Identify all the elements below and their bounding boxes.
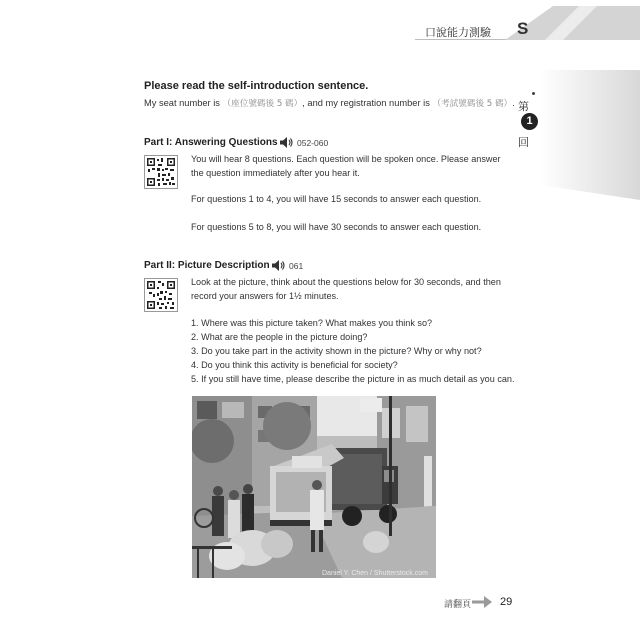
- arrow-right-icon: [472, 596, 492, 608]
- part2-title: Part II: Picture Description: [144, 260, 270, 271]
- intro-end: .: [512, 98, 515, 108]
- photo-credit: Daniel Y. Chen / Shutterstock.com: [322, 570, 428, 577]
- part1-title: Part I: Answering Questions: [144, 137, 278, 148]
- header-rule: [415, 39, 515, 40]
- registration-hint: （考試號碼後 5 碼）: [432, 99, 513, 109]
- side-tab-dot: [532, 92, 535, 95]
- intro-sentence: [144, 97, 515, 109]
- round-char-bottom: 回: [518, 136, 529, 149]
- question-4: 4. Do you think this activity is beneficial for society?: [191, 360, 398, 370]
- page-number: 29: [500, 596, 513, 608]
- section-letter: S: [517, 19, 529, 38]
- registration-text: , and my registration number is: [302, 98, 430, 108]
- turn-page-label: 請翻頁: [444, 600, 472, 610]
- street-scene-image: [192, 396, 436, 578]
- part2-audio-track: 061: [289, 261, 304, 271]
- question-2: 2. What are the people in the picture doing?: [191, 332, 368, 342]
- side-tab-bg: [540, 70, 640, 200]
- speaker-icon[interactable]: [272, 260, 286, 271]
- part1-audio-track: 052-060: [297, 138, 329, 148]
- question-5: 5. If you still have time, please describe the picture in as much detail as you can.: [191, 374, 515, 384]
- seat-hint: （座位號碼後 5 碼）: [222, 99, 303, 109]
- garbage-truck-photo: [192, 396, 436, 578]
- qr-code-icon[interactable]: [144, 155, 178, 189]
- seat-prefix: My seat number is: [144, 98, 220, 108]
- part1-instruction-2: the question immediately after you hear it.: [191, 168, 360, 178]
- speaker-icon[interactable]: [280, 137, 294, 148]
- part2-instruction-1: Look at the picture, think about the questions below for 30 seconds, and then: [191, 277, 501, 287]
- round-number-badge: 1: [521, 113, 538, 130]
- part1-instruction-1: You will hear 8 questions. Each question will be spoken once. Please answer: [191, 154, 501, 164]
- intro-title: Please read the self-introduction sentence.: [144, 80, 369, 92]
- qr-code-icon[interactable]: [144, 278, 178, 312]
- round-char-top: 第: [518, 100, 529, 113]
- question-1: 1. Where was this picture taken? What makes you think so?: [191, 318, 433, 328]
- part1-instruction-3: For questions 1 to 4, you will have 15 seconds to answer each question.: [191, 194, 482, 204]
- part1-instruction-4: For questions 5 to 8, you will have 30 seconds to answer each question.: [191, 222, 482, 232]
- section-label: 口說能力測驗: [425, 26, 491, 39]
- part2-instruction-2: record your answers for 1½ minutes.: [191, 291, 339, 301]
- question-3: 3. Do you take part in the activity shown in the picture? Why or why not?: [191, 346, 482, 356]
